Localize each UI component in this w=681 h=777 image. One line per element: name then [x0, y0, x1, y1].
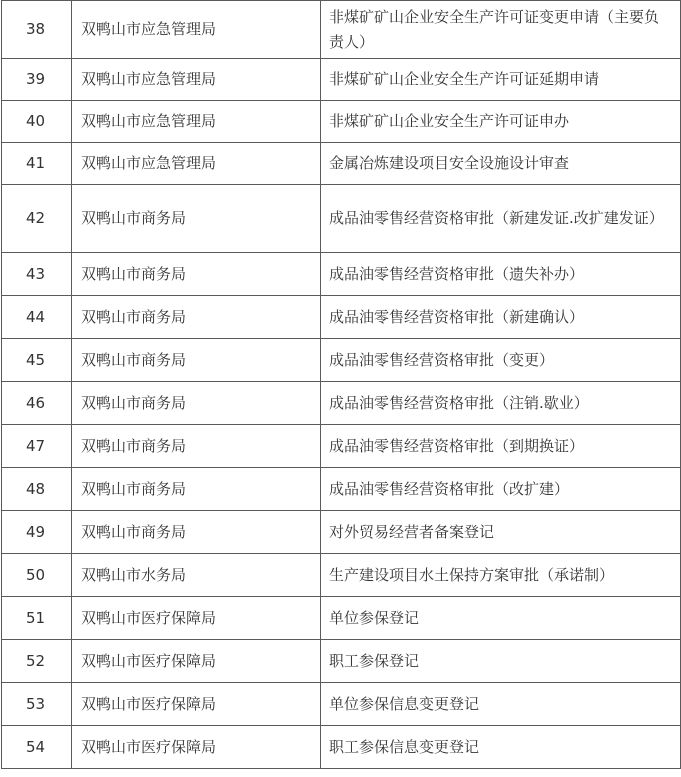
table-row — [2, 296, 681, 339]
service-item-cell: 金属冶炼建设项目安全设施设计审查 — [321, 143, 681, 185]
service-item-cell: 成品油零售经营资格审批（遗失补办） — [321, 253, 681, 296]
service-item-cell: 成品油零售经营资格审批（变更） — [321, 339, 681, 382]
table-row — [2, 59, 681, 101]
table-row — [2, 597, 681, 640]
row-number: 42 — [2, 185, 72, 253]
table-row — [2, 554, 681, 597]
department-cell: 双鸭山市水务局 — [72, 554, 321, 597]
table-row — [2, 339, 681, 382]
row-number: 49 — [2, 511, 72, 554]
row-number: 44 — [2, 296, 72, 339]
table-row — [2, 1, 681, 59]
department-cell: 双鸭山市商务局 — [72, 339, 321, 382]
row-number: 38 — [2, 1, 72, 59]
service-item-cell: 对外贸易经营者备案登记 — [321, 511, 681, 554]
row-number: 40 — [2, 101, 72, 143]
service-item-cell: 非煤矿矿山企业安全生产许可证延期申请 — [321, 59, 681, 101]
row-number: 39 — [2, 59, 72, 101]
table-row — [2, 185, 681, 253]
service-items-table — [1, 0, 681, 769]
table-row — [2, 468, 681, 511]
table-row — [2, 511, 681, 554]
row-number: 43 — [2, 253, 72, 296]
department-cell: 双鸭山市医疗保障局 — [72, 683, 321, 726]
table-row — [2, 425, 681, 468]
table-row — [2, 143, 681, 185]
department-cell: 双鸭山市商务局 — [72, 425, 321, 468]
service-item-cell: 非煤矿矿山企业安全生产许可证申办 — [321, 101, 681, 143]
department-cell: 双鸭山市医疗保障局 — [72, 640, 321, 683]
row-number: 53 — [2, 683, 72, 726]
service-item-cell: 职工参保信息变更登记 — [321, 726, 681, 769]
department-cell: 双鸭山市应急管理局 — [72, 101, 321, 143]
service-item-cell: 成品油零售经营资格审批（新建发证.改扩建发证） — [321, 185, 681, 253]
row-number: 48 — [2, 468, 72, 511]
table-row — [2, 382, 681, 425]
row-number: 46 — [2, 382, 72, 425]
table-row — [2, 640, 681, 683]
service-item-cell: 单位参保登记 — [321, 597, 681, 640]
department-cell: 双鸭山市应急管理局 — [72, 143, 321, 185]
department-cell: 双鸭山市医疗保障局 — [72, 597, 321, 640]
table-row — [2, 101, 681, 143]
table-row — [2, 683, 681, 726]
department-cell: 双鸭山市商务局 — [72, 296, 321, 339]
department-cell: 双鸭山市商务局 — [72, 468, 321, 511]
row-number: 47 — [2, 425, 72, 468]
row-number: 50 — [2, 554, 72, 597]
service-item-cell: 成品油零售经营资格审批（改扩建） — [321, 468, 681, 511]
department-cell: 双鸭山市应急管理局 — [72, 59, 321, 101]
service-item-cell: 单位参保信息变更登记 — [321, 683, 681, 726]
row-number: 52 — [2, 640, 72, 683]
service-item-cell: 成品油零售经营资格审批（新建确认） — [321, 296, 681, 339]
service-item-cell: 职工参保登记 — [321, 640, 681, 683]
row-number: 54 — [2, 726, 72, 769]
department-cell: 双鸭山市应急管理局 — [72, 1, 321, 59]
row-number: 45 — [2, 339, 72, 382]
department-cell: 双鸭山市医疗保障局 — [72, 726, 321, 769]
service-item-cell: 成品油零售经营资格审批（注销.歇业） — [321, 382, 681, 425]
department-cell: 双鸭山市商务局 — [72, 511, 321, 554]
service-item-cell: 非煤矿矿山企业安全生产许可证变更申请（主要负责人） — [321, 1, 681, 59]
department-cell: 双鸭山市商务局 — [72, 253, 321, 296]
row-number: 51 — [2, 597, 72, 640]
table-row — [2, 726, 681, 769]
service-item-cell: 成品油零售经营资格审批（到期换证） — [321, 425, 681, 468]
department-cell: 双鸭山市商务局 — [72, 382, 321, 425]
department-cell: 双鸭山市商务局 — [72, 185, 321, 253]
row-number: 41 — [2, 143, 72, 185]
service-item-cell: 生产建设项目水土保持方案审批（承诺制） — [321, 554, 681, 597]
table-row — [2, 253, 681, 296]
